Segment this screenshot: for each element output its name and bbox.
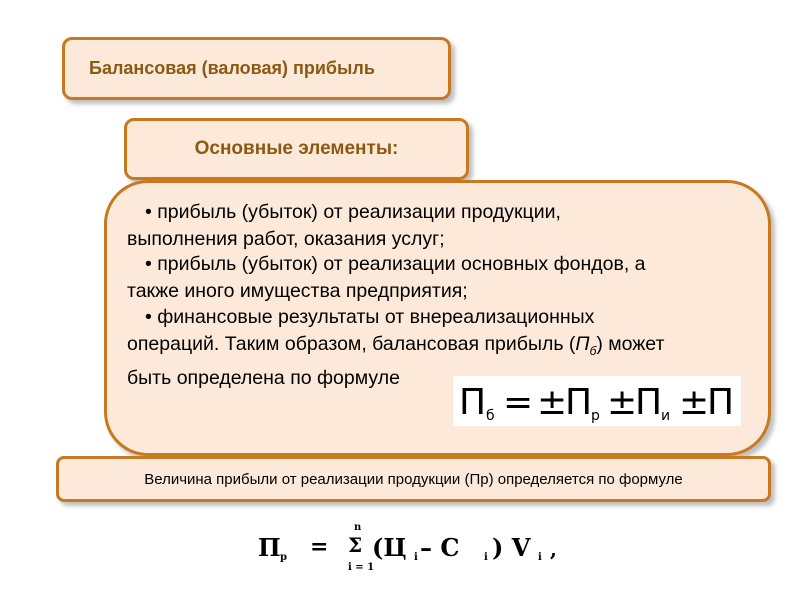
formula1-pm-2: ±: [607, 382, 638, 423]
subtitle-text: Основные элементы:: [194, 138, 399, 159]
formula2-v-sub: i: [538, 552, 542, 563]
formula1-lhs: П: [459, 382, 487, 423]
formula1-pm-1: ±: [537, 382, 568, 423]
formula2-lhs-sub: р: [280, 552, 287, 563]
formula2-body: (Ц: [372, 533, 407, 562]
formula2-body-sub1: i: [414, 552, 418, 563]
formula2-eq: =: [310, 534, 329, 560]
formula2-lhs: П: [258, 533, 281, 562]
item-2: [127, 251, 747, 305]
title-box: [62, 37, 451, 100]
formula2-sum-bottom: i = 1: [348, 562, 375, 573]
subtitle-box: [124, 118, 469, 180]
formula1-pm-3: ±: [679, 382, 710, 423]
pb-symbol-sub: б: [589, 343, 597, 358]
formula1-lhs-sub: б: [486, 408, 495, 424]
formula1-t2-sub: и: [661, 408, 671, 424]
item-1: [127, 199, 747, 253]
formula2-close: ) V: [492, 533, 531, 562]
item-1-line-2: выполнения работ, оказания услуг;: [127, 228, 445, 250]
formula1-t2: П: [635, 382, 663, 423]
formula1-eq: =: [503, 382, 534, 423]
item-2-line-2: также иного имущества предприятия;: [127, 280, 468, 302]
formula1-t1: П: [565, 382, 593, 423]
bottom-box: [56, 456, 771, 502]
main-content-box: [104, 180, 771, 456]
item-3-line-2: [127, 331, 747, 365]
sales-profit-formula: [254, 518, 564, 578]
formula1-t1-sub: р: [591, 408, 600, 424]
formula2-sum-sign: Σ: [348, 533, 363, 557]
formula2-body-sub2: i: [484, 552, 488, 563]
balance-profit-formula: [453, 376, 741, 426]
formula2-minus: – С: [420, 533, 460, 562]
bottom-text: Величина прибыли от реализации продукции (Пр) определяется по формуле: [144, 470, 683, 488]
item-3-line-3: быть определена по формуле: [127, 366, 400, 389]
item-3-line-2a: операций. Таким образом, балансовая прибыль (: [127, 333, 576, 355]
formula2-sum-top: n: [354, 522, 362, 533]
item-2-line-1: • прибыль (убыток) от реализации основных фондов, а: [145, 253, 646, 275]
item-3-line-2b: ) может: [596, 333, 665, 355]
item-3-line-1: • финансовые результаты от внереализационных: [145, 306, 595, 328]
item-1-line-1: • прибыль (убыток) от реализации продукции,: [145, 201, 561, 223]
title-text: Балансовая (валовая) прибыль: [89, 58, 375, 78]
formula2-comma: ,: [550, 537, 557, 561]
formula1-t3: П: [707, 382, 735, 423]
pb-symbol: П: [575, 333, 590, 355]
